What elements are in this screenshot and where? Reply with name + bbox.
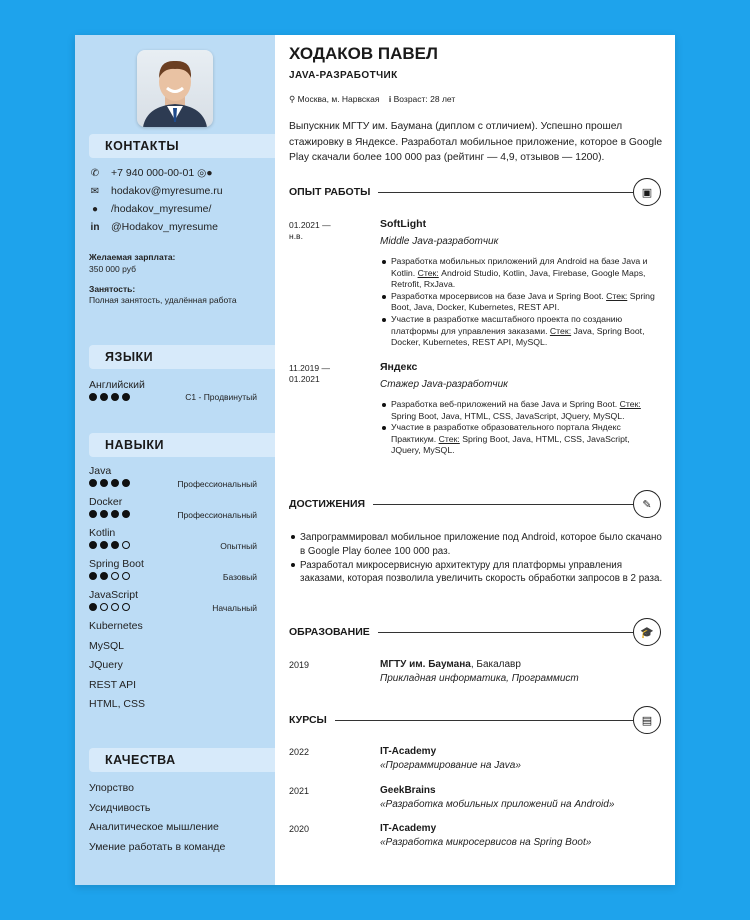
achievements-heading <box>289 490 661 518</box>
mail-icon: ✉ <box>90 186 100 197</box>
date-end: н.в. <box>289 231 303 241</box>
skill-name: Docker <box>89 496 123 508</box>
language-level: C1 - Продвинутый <box>185 392 257 402</box>
quality-item: Упорство <box>89 782 134 794</box>
stack-label: Стек: <box>606 290 628 301</box>
achievement-item: Разработал микросервисную архитектуру для платформы управления заказами, которая позволила увеличить скорость обработки запросов в 2 раза. <box>289 559 667 587</box>
resume <box>75 35 675 885</box>
skills-heading: НАВЫКИ <box>89 433 275 457</box>
employment-value: Полная занятость, удалённая работа <box>89 295 237 305</box>
level-dots <box>89 541 130 549</box>
date-end: 01.2021 <box>289 374 320 384</box>
skill-name: Spring Boot <box>89 558 144 570</box>
sidebar <box>75 35 275 885</box>
level-dots <box>89 479 130 487</box>
stack-text: Android Studio, Kotlin, Java, Firebase, Google Maps, Retrofit, RxJava. <box>391 267 646 290</box>
level-dots <box>89 393 130 401</box>
skill-level: Профессиональный <box>177 510 257 520</box>
skill-name: JQuery <box>89 659 123 671</box>
skill-name: Kotlin <box>89 527 116 539</box>
skill-name: REST API <box>89 678 137 691</box>
skill-name: Kubernetes <box>89 620 143 632</box>
quality-item: Усидчивость <box>89 801 151 814</box>
whatsapp-icon[interactable]: ◎ <box>197 167 207 179</box>
stack-label: Стек: <box>417 267 439 278</box>
email-link[interactable]: hodakov@myresume.ru <box>111 185 223 197</box>
duty-text: Участие в разработке масштабного проекта по созданию платформы для управления заказами. <box>391 313 623 336</box>
skill-level: Профессиональный <box>177 479 257 489</box>
level-dot <box>122 393 130 401</box>
salary-label: Желаемая зарплата: <box>89 252 176 262</box>
course-year: 2020 <box>289 824 310 834</box>
level-dot <box>100 603 108 611</box>
level-dot <box>111 603 119 611</box>
company: SoftLight <box>380 218 427 230</box>
linkedin-link[interactable]: @Hodakov_myresume <box>111 221 218 233</box>
job-title: JAVA-РАЗРАБОТЧИК <box>289 70 398 81</box>
stack-label: Стек: <box>549 325 572 336</box>
level-dot <box>89 572 97 580</box>
level-dot <box>89 479 97 487</box>
course-year: 2021 <box>289 785 310 796</box>
location-text: Москва, м. Нарвская <box>297 94 380 104</box>
age-text: Возраст: 28 лет <box>393 94 456 104</box>
graduation-cap-icon: 🎓 <box>633 618 661 646</box>
level-dot <box>111 393 119 401</box>
role: Стажер Java-разработчик <box>380 379 508 390</box>
level-dot <box>100 572 108 580</box>
level-dot <box>100 541 108 549</box>
stack-label: Стек: <box>438 433 460 444</box>
section-title: ОПЫТ РАБОТЫ <box>289 186 371 198</box>
education-heading <box>289 618 661 646</box>
course-name: «Разработка микросервисов на Spring Boot» <box>380 837 592 848</box>
level-dot <box>122 603 130 611</box>
stack-text: Spring Boot, Java, HTML, CSS, JavaScript, JQuery, MySQL. <box>391 433 630 456</box>
achievement-item: Запрограммировал мобильное приложение под Android, которое было скачано в Google Play более 100 000 раз. <box>289 531 667 559</box>
level-dots <box>89 510 130 518</box>
course-org: GeekBrains <box>380 784 436 796</box>
level-dot <box>111 479 119 487</box>
summary: Выпускник МГТУ им. Баумана (диплом с отличием). Успешно прошел стажировку в Яндексе. Разработал мобильное приложение, которое в Google Play скачали более 100 000 раз (рейтинг — 4,9, отзывов — 1200). <box>289 121 663 163</box>
avatar <box>137 50 213 127</box>
duty-text: Участие в разработке образовательного портала Яндекс Практикум. <box>391 422 621 444</box>
date-start: 11.2019 — <box>289 363 330 373</box>
quality-item: Аналитическое мышление <box>89 821 219 833</box>
date-start: 01.2021 — <box>289 220 331 230</box>
github <box>89 203 211 215</box>
section-title: ДОСТИЖЕНИЯ <box>289 498 366 510</box>
level-dot <box>111 572 119 580</box>
skill-level: Начальный <box>212 603 257 613</box>
location-pin-icon: ⚲ <box>289 94 296 104</box>
pencil-icon: ✎ <box>633 490 661 518</box>
achievements-list <box>289 531 667 586</box>
languages-heading: ЯЗЫКИ <box>89 345 275 369</box>
phone-icon: ✆ <box>90 168 100 179</box>
email <box>89 185 223 197</box>
level-dot <box>111 541 119 549</box>
duty-text: Разработка мобильных приложений для Android на базе Java и Kotlin. <box>391 256 648 278</box>
duty-text: Разработка мросервисов на базе Java и Spring Boot. <box>391 290 607 301</box>
github-icon: ● <box>91 204 99 215</box>
phone-text: +7 940 000-00-01 <box>111 167 195 179</box>
qualities-heading: КАЧЕСТВА <box>89 748 275 772</box>
level-dot <box>122 479 130 487</box>
level-dots <box>89 572 130 580</box>
level-dot <box>122 572 130 580</box>
skill-name: MySQL <box>89 639 125 652</box>
course-year: 2022 <box>289 747 310 757</box>
info-icon: i <box>388 94 392 104</box>
courses-heading <box>289 706 661 734</box>
level-dots <box>89 603 130 611</box>
level-dot <box>89 510 97 518</box>
education-school <box>380 659 521 670</box>
duty-item <box>380 291 660 314</box>
course-org: IT-Academy <box>380 823 437 834</box>
level-dot <box>111 510 119 518</box>
level-dot <box>122 541 130 549</box>
level-dot <box>100 479 108 487</box>
duty-item <box>380 314 660 349</box>
document-icon: ▤ <box>633 706 661 734</box>
skill-name: JavaScript <box>89 589 139 601</box>
job-dates <box>289 220 331 242</box>
salary-value: 350 000 руб <box>89 264 136 274</box>
job-dates <box>289 363 330 385</box>
education-field: Прикладная информатика, Программист <box>380 673 579 684</box>
role: Middle Java-разработчик <box>380 236 499 247</box>
school-name: МГТУ им. Баумана <box>380 659 471 670</box>
duty-item <box>380 256 660 291</box>
full-name: ХОДАКОВ ПАВЕЛ <box>289 44 438 63</box>
section-title: КУРСЫ <box>289 714 327 726</box>
phone <box>89 167 213 179</box>
stack-text: Spring Boot, Java, HTML, CSS, JavaScript, JQuery, MySQL. <box>391 410 625 421</box>
duty-text: Разработка веб-приложений на базе Java и Spring Boot. <box>391 399 620 409</box>
skill-level: Опытный <box>220 541 257 551</box>
language-name: Английский <box>89 379 145 391</box>
section-title: ОБРАЗОВАНИЕ <box>289 626 370 638</box>
employment-label: Занятость: <box>89 284 136 294</box>
skill-name: Java <box>89 465 112 477</box>
skill-name: HTML, CSS <box>89 698 146 710</box>
level-dot <box>100 510 108 518</box>
course-org: IT-Academy <box>380 746 437 757</box>
briefcase-icon: ▣ <box>633 178 661 206</box>
level-dot <box>122 510 130 518</box>
linkedin-icon: in <box>90 222 100 233</box>
company: Яндекс <box>380 361 418 373</box>
level-dot <box>100 393 108 401</box>
duty-item <box>380 399 660 422</box>
stack-label: Стек: <box>619 399 641 409</box>
course-name: «Разработка мобильных приложений на Android» <box>380 798 615 810</box>
education-year: 2019 <box>289 660 310 670</box>
stack-text: Spring Boot, Java, Docker, Kubernetes, REST API. <box>391 290 655 313</box>
degree: , Бакалавр <box>470 659 521 670</box>
quality-item: Умение работать в команде <box>89 840 226 853</box>
contacts-heading: КОНТАКТЫ <box>89 134 275 158</box>
level-dot <box>89 393 97 401</box>
location <box>289 94 455 105</box>
level-dot <box>89 541 97 549</box>
telegram-icon[interactable]: ● <box>206 167 213 179</box>
github-link[interactable]: /hodakov_myresume/ <box>111 203 212 215</box>
stack-text: Java, Spring Boot, Docker, Kubernetes, REST API, MySQL. <box>391 325 645 348</box>
duty-item <box>380 422 660 457</box>
skill-level: Базовый <box>222 572 257 582</box>
course-name: «Программирование на Java» <box>380 760 521 771</box>
level-dot <box>89 603 97 611</box>
experience-heading <box>289 178 661 206</box>
linkedin <box>89 221 218 233</box>
